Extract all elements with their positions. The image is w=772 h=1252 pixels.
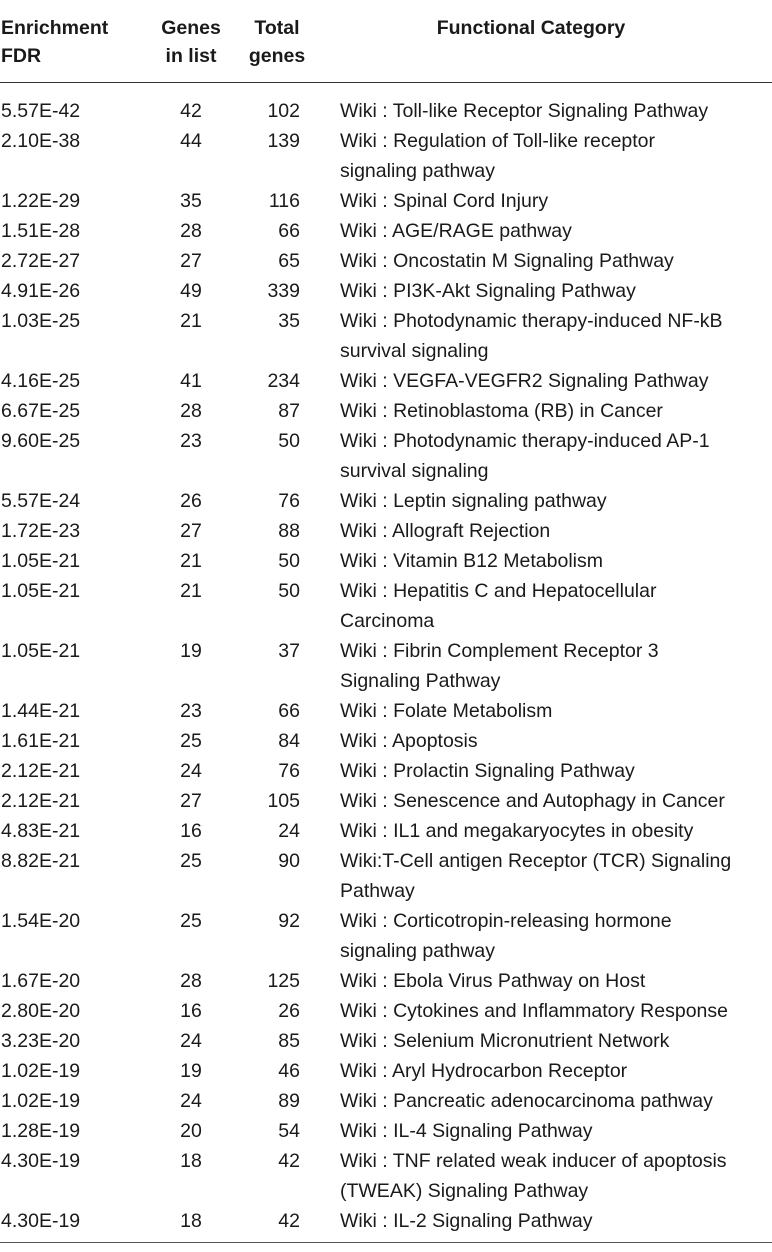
table-row	[0, 246, 772, 276]
genes-in-list-cell: 25	[180, 730, 202, 752]
total-genes-cell: 35	[278, 310, 300, 332]
table-row	[0, 966, 772, 996]
table-row	[0, 1026, 772, 1056]
table-row	[0, 186, 772, 216]
total-genes-cell: 76	[278, 760, 300, 782]
table-row	[0, 1056, 772, 1086]
genes-in-list-cell: 24	[180, 760, 202, 782]
table-row	[0, 126, 772, 186]
fdr-cell: 2.12E-21	[1, 760, 81, 782]
table-row	[0, 816, 772, 846]
fdr-cell: 2.72E-27	[1, 250, 81, 272]
genes-in-list-cell: 21	[180, 310, 202, 332]
genes-in-list-cell: 23	[180, 430, 202, 452]
genes-in-list-cell: 24	[180, 1030, 202, 1052]
genes-in-list-cell: 28	[180, 970, 202, 992]
fdr-cell: 1.05E-21	[1, 640, 81, 662]
functional-category-cell	[318, 216, 772, 246]
fdr-cell: 2.12E-21	[1, 790, 81, 812]
header-functional-category	[318, 0, 772, 82]
category-line: Wiki : Prolactin Signaling Pathway	[340, 760, 635, 782]
fdr-cell: 1.03E-25	[1, 310, 81, 332]
table-row	[0, 576, 772, 636]
functional-category-cell	[318, 1116, 772, 1146]
fdr-cell: 4.83E-21	[1, 820, 81, 842]
fdr-cell: 4.16E-25	[1, 370, 81, 392]
genes-in-list-cell: 25	[180, 850, 202, 872]
fdr-cell: 9.60E-25	[1, 430, 81, 452]
category-line: Wiki : Photodynamic therapy-induced AP-1	[340, 430, 710, 452]
fdr-cell: 5.57E-24	[1, 490, 81, 512]
category-line: Wiki : IL1 and megakaryocytes in obesity	[340, 820, 694, 842]
category-line: Wiki : Senescence and Autophagy in Cancer	[340, 790, 725, 812]
category-line: Wiki : Cytokines and Inflammatory Response	[340, 1000, 728, 1022]
total-genes-cell: 87	[278, 400, 300, 422]
header-total-genes	[230, 0, 318, 82]
fdr-cell: 1.67E-20	[1, 970, 81, 992]
functional-category-cell	[318, 276, 772, 306]
genes-in-list-cell: 19	[180, 640, 202, 662]
genes-in-list-cell: 16	[180, 1000, 202, 1022]
total-genes-cell: 84	[278, 730, 300, 752]
header-line: FDR	[1, 45, 42, 67]
category-line: Wiki : VEGFA-VEGFR2 Signaling Pathway	[340, 370, 709, 392]
table-row	[0, 516, 772, 546]
category-line: Wiki : IL-4 Signaling Pathway	[340, 1120, 593, 1142]
fdr-cell: 1.28E-19	[1, 1120, 81, 1142]
genes-in-list-cell: 16	[180, 820, 202, 842]
genes-in-list-cell: 35	[180, 190, 202, 212]
category-line: Wiki : Toll-like Receptor Signaling Pathway	[340, 100, 709, 122]
functional-category-cell	[318, 486, 772, 516]
genes-in-list-cell: 42	[180, 100, 202, 122]
genes-in-list-cell: 49	[180, 280, 202, 302]
total-genes-cell: 66	[278, 700, 300, 722]
category-line: Wiki : Fibrin Complement Receptor 3	[340, 640, 659, 662]
category-line: Wiki : Retinoblastoma (RB) in Cancer	[340, 400, 663, 422]
functional-category-cell	[318, 816, 772, 846]
genes-in-list-cell: 19	[180, 1060, 202, 1082]
total-genes-cell: 116	[268, 190, 300, 212]
category-line: Wiki : PI3K-Akt Signaling Pathway	[340, 280, 636, 302]
genes-in-list-cell: 24	[180, 1090, 202, 1112]
table-row	[0, 546, 772, 576]
category-line: Wiki : Photodynamic therapy-induced NF-kB	[340, 310, 723, 332]
functional-category-cell	[318, 546, 772, 576]
genes-in-list-cell: 26	[180, 490, 202, 512]
table-row	[0, 396, 772, 426]
functional-category-cell	[318, 636, 772, 696]
table-row	[0, 996, 772, 1026]
category-line: Carcinoma	[340, 610, 435, 632]
header-genes-in-list	[140, 0, 230, 82]
functional-category-cell	[318, 1026, 772, 1056]
total-genes-cell: 46	[278, 1060, 300, 1082]
genes-in-list-cell: 23	[180, 700, 202, 722]
table-row	[0, 756, 772, 786]
table-row	[0, 846, 772, 906]
table-row	[0, 96, 772, 126]
table-row	[0, 1116, 772, 1146]
functional-category-cell	[318, 426, 772, 486]
fdr-cell: 1.02E-19	[1, 1060, 81, 1082]
genes-in-list-cell: 44	[180, 130, 202, 152]
category-line: Wiki : Selenium Micronutrient Network	[340, 1030, 670, 1052]
total-genes-cell: 125	[267, 970, 300, 992]
total-genes-cell: 50	[278, 430, 300, 452]
genes-in-list-cell: 18	[180, 1150, 202, 1172]
total-genes-cell: 85	[278, 1030, 300, 1052]
header-enrichment-fdr	[0, 0, 140, 82]
category-line: Wiki:T-Cell antigen Receptor (TCR) Signaling	[340, 850, 732, 872]
fdr-cell: 1.05E-21	[1, 580, 81, 602]
header-line: Genes	[161, 17, 221, 39]
header-line: Total	[254, 17, 300, 39]
category-line: Wiki : Pancreatic adenocarcinoma pathway	[340, 1090, 713, 1112]
functional-category-cell	[318, 696, 772, 726]
total-genes-cell: 26	[278, 1000, 300, 1022]
fdr-cell: 3.23E-20	[1, 1030, 81, 1052]
functional-category-cell	[318, 756, 772, 786]
total-genes-cell: 90	[278, 850, 300, 872]
table-row	[0, 786, 772, 816]
fdr-cell: 1.54E-20	[1, 910, 81, 932]
total-genes-cell: 65	[278, 250, 300, 272]
genes-in-list-cell: 41	[180, 370, 202, 392]
total-genes-cell: 76	[278, 490, 300, 512]
functional-category-cell	[318, 726, 772, 756]
category-line: Wiki : Hepatitis C and Hepatocellular	[340, 580, 657, 602]
table-row	[0, 906, 772, 966]
table-row	[0, 696, 772, 726]
category-line: Wiki : Spinal Cord Injury	[340, 190, 549, 212]
header-line: Functional Category	[436, 17, 626, 39]
total-genes-cell: 42	[278, 1150, 300, 1172]
fdr-cell: 2.80E-20	[1, 1000, 81, 1022]
functional-category-cell	[318, 1056, 772, 1086]
fdr-cell: 1.02E-19	[1, 1090, 81, 1112]
functional-category-cell	[318, 366, 772, 396]
category-line: Pathway	[340, 880, 415, 902]
category-line: Wiki : Folate Metabolism	[340, 700, 553, 722]
genes-in-list-cell: 27	[180, 520, 202, 542]
fdr-cell: 4.30E-19	[1, 1210, 81, 1232]
functional-category-cell	[318, 396, 772, 426]
category-line: Wiki : IL-2 Signaling Pathway	[340, 1210, 593, 1232]
genes-in-list-cell: 27	[180, 790, 202, 812]
genes-in-list-cell: 18	[180, 1210, 202, 1232]
header-line: genes	[248, 45, 306, 67]
fdr-cell: 1.05E-21	[1, 550, 81, 572]
genes-in-list-cell: 21	[180, 580, 202, 602]
total-genes-cell: 88	[278, 520, 300, 542]
fdr-cell: 1.44E-21	[1, 700, 81, 722]
category-line: Wiki : Aryl Hydrocarbon Receptor	[340, 1060, 628, 1082]
category-line: survival signaling	[340, 340, 489, 362]
category-line: Wiki : Corticotropin-releasing hormone	[340, 910, 672, 932]
table-row	[0, 636, 772, 696]
functional-category-cell	[318, 1086, 772, 1116]
genes-in-list-cell: 27	[180, 250, 202, 272]
functional-category-cell	[318, 966, 772, 996]
total-genes-cell: 37	[278, 640, 300, 662]
functional-category-cell	[318, 786, 772, 816]
total-genes-cell: 66	[278, 220, 300, 242]
fdr-cell: 5.57E-42	[1, 100, 81, 122]
functional-category-cell	[318, 246, 772, 276]
category-line: (TWEAK) Signaling Pathway	[340, 1180, 589, 1202]
category-line: Wiki : Apoptosis	[340, 730, 478, 752]
fdr-cell: 2.10E-38	[1, 130, 81, 152]
total-genes-cell: 42	[278, 1210, 300, 1232]
genes-in-list-cell: 21	[180, 550, 202, 572]
functional-category-cell	[318, 516, 772, 546]
total-genes-cell: 105	[267, 790, 300, 812]
total-genes-cell: 102	[267, 100, 300, 122]
category-line: Wiki : Vitamin B12 Metabolism	[340, 550, 603, 572]
total-genes-cell: 50	[278, 580, 300, 602]
category-line: Wiki : Allograft Rejection	[340, 520, 551, 542]
genes-in-list-cell: 25	[180, 910, 202, 932]
total-genes-cell: 234	[267, 370, 300, 392]
functional-category-cell	[318, 906, 772, 966]
table-body	[0, 83, 772, 1236]
functional-category-cell	[318, 1146, 772, 1206]
functional-category-cell	[318, 306, 772, 366]
total-genes-cell: 24	[278, 820, 300, 842]
total-genes-cell: 50	[278, 550, 300, 572]
functional-category-cell	[318, 846, 772, 906]
table-row	[0, 426, 772, 486]
header-line: in list	[165, 45, 217, 67]
bottom-rule	[0, 1242, 772, 1243]
total-genes-cell: 89	[278, 1090, 300, 1112]
table-row	[0, 366, 772, 396]
category-line: Wiki : TNF related weak inducer of apoptosis	[340, 1150, 727, 1172]
table-row	[0, 306, 772, 366]
fdr-cell: 6.67E-25	[1, 400, 81, 422]
functional-category-cell	[318, 186, 772, 216]
category-line: Wiki : Ebola Virus Pathway on Host	[340, 970, 646, 992]
functional-category-cell	[318, 126, 772, 186]
table-row	[0, 276, 772, 306]
category-line: Wiki : Regulation of Toll-like receptor	[340, 130, 656, 152]
header-line: Enrichment	[1, 17, 109, 39]
category-line: Wiki : Oncostatin M Signaling Pathway	[340, 250, 674, 272]
total-genes-cell: 139	[267, 130, 300, 152]
table-row	[0, 1206, 772, 1236]
table-row	[0, 1146, 772, 1206]
table-row	[0, 486, 772, 516]
fdr-cell: 1.51E-28	[1, 220, 81, 242]
fdr-cell: 4.91E-26	[1, 280, 81, 302]
fdr-cell: 1.61E-21	[1, 730, 81, 752]
table-row	[0, 1086, 772, 1116]
functional-category-cell	[318, 576, 772, 636]
functional-category-cell	[318, 1206, 772, 1236]
total-genes-cell: 339	[267, 280, 300, 302]
genes-in-list-cell: 20	[180, 1120, 202, 1142]
category-line: Signaling Pathway	[340, 670, 501, 692]
fdr-cell: 1.72E-23	[1, 520, 81, 542]
functional-category-cell	[318, 96, 772, 126]
category-line: survival signaling	[340, 460, 489, 482]
genes-in-list-cell: 28	[180, 400, 202, 422]
table-row	[0, 216, 772, 246]
category-line: Wiki : Leptin signaling pathway	[340, 490, 607, 512]
category-line: signaling pathway	[340, 940, 496, 962]
fdr-cell: 4.30E-19	[1, 1150, 81, 1172]
total-genes-cell: 54	[278, 1120, 300, 1142]
total-genes-cell: 92	[278, 910, 300, 932]
category-line: Wiki : AGE/RAGE pathway	[340, 220, 572, 242]
table-row	[0, 726, 772, 756]
functional-category-cell	[318, 996, 772, 1026]
genes-in-list-cell: 28	[180, 220, 202, 242]
table-header	[0, 0, 772, 83]
fdr-cell: 8.82E-21	[1, 850, 81, 872]
category-line: signaling pathway	[340, 160, 496, 182]
fdr-cell: 1.22E-29	[1, 190, 81, 212]
